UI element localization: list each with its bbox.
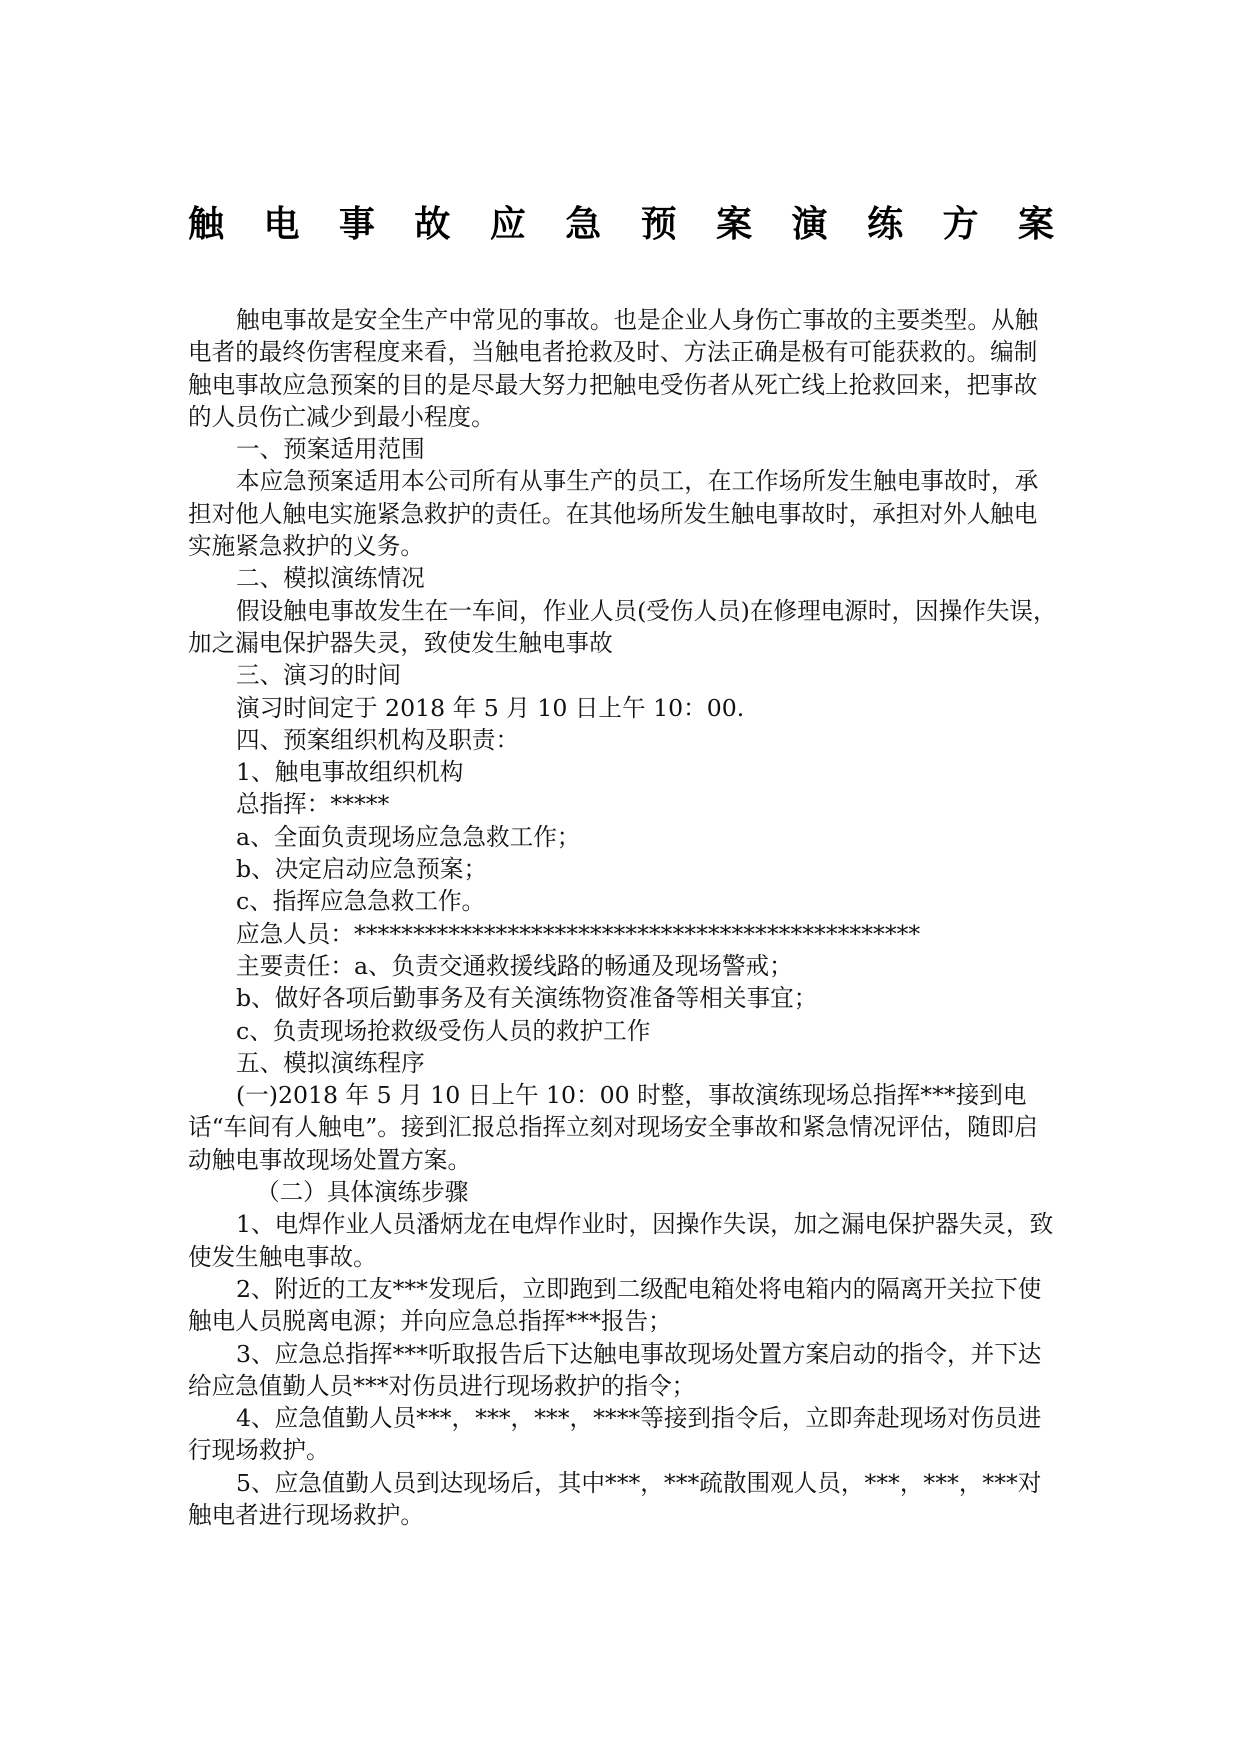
emergency-staff-line: 应急人员：************************************************ [236,919,921,948]
responsibility-line: c、负责现场抢救级受伤人员的救护工作 [236,1016,651,1045]
title-char: 预 [640,204,677,245]
drill-situation-paragraph: 假设触电事故发生在一车间，作业人员(受伤人员)在修理电源时，因操作失误，加之漏电保护器失灵，致使发生触电事故 [188,596,1057,657]
procedure-paragraph: (一)2018 年 5 月 10 日上午 10：00 时整，事故演练现场总指挥***接到电话“车间有人触电”。接到汇报总指挥立刻对现场安全事故和紧急情况评估，随即启动触电事故现场处置方案。 [188,1081,1038,1174]
duty-item: b、决定启动应急预案； [236,855,488,884]
responsibility-line: b、做好各项后勤事务及有关演练物资准备等相关事宜； [236,984,818,1013]
title-char: 练 [867,204,904,245]
title-char: 方 [942,204,979,245]
step-paragraph: 2、附近的工友***发现后，立即跑到二级配电箱处将电箱内的隔离开关拉下使触电人员脱离电源；并向应急总指挥***报告； [188,1274,1042,1336]
title-char: 急 [565,204,602,245]
title-char: 电 [263,204,300,245]
subheading-organization: 1、触电事故组织机构 [236,758,464,787]
title-char: 应 [489,204,526,245]
intro-paragraph: 触电事故是安全生产中常见的事故。也是企业人身伤亡事故的主要类型。从触电者的最终伤害程度来看，当触电者抢救及时、方法正确是极有可能获救的。编制触电事故应急预案的目的是尽最大努力把触电受伤者从死亡线上抢救回来，把事故的人员伤亡减少到最小程度。 [188,306,1039,431]
section-heading-organization: 四、预案组织机构及职责： [236,725,520,754]
title-char: 案 [716,204,753,245]
section-heading-scope: 一、预案适用范围 [236,435,425,464]
commander-line: 总指挥：***** [236,790,390,819]
step-paragraph: 4、应急值勤人员***，***，***，****等接到指令后，立即奔赴现场对伤员进行现场救护。 [188,1404,1042,1465]
subheading-steps: （二）具体演练步骤 [256,1178,469,1207]
title-char: 案 [1017,204,1054,245]
responsibility-line: 主要责任：a、负责交通救援线路的畅通及现场警戒； [236,951,793,980]
step-paragraph: 3、应急总指挥***听取报告后下达触电事故现场处置方案启动的指令，并下达给应急值勤人员***对伤员进行现场救护的指令； [188,1339,1042,1400]
section-heading-drill-situation: 二、模拟演练情况 [236,564,425,593]
scope-paragraph: 本应急预案适用本公司所有从事生产的员工，在工作场所发生触电事故时，承担对他人触电实施紧急救护的责任。在其他场所发生触电事故时，承担对外人触电实施紧急救护的义务。 [188,467,1039,561]
duty-item: a、全面负责现场应急急救工作； [236,822,581,851]
title-char: 故 [414,204,451,245]
step-paragraph: 1、电焊作业人员潘炳龙在电焊作业时，因操作失误，加之漏电保护器失灵，致使发生触电事故。 [188,1210,1054,1271]
step-paragraph: 5、应急值勤人员到达现场后，其中***，***疏散围观人员，***，***，***对触电者进行现场救护。 [188,1468,1042,1529]
drill-time-paragraph: 演习时间定于 2018 年 5 月 10 日上午 10：00. [236,693,745,722]
title-char: 触 [188,204,225,245]
section-heading-drill-time: 三、演习的时间 [236,661,402,690]
duty-item: c、指挥应急急救工作。 [236,887,486,916]
document-body [188,304,1060,1531]
document-title [188,200,1054,250]
title-char: 事 [338,204,375,245]
section-heading-procedure: 五、模拟演练程序 [236,1048,425,1077]
title-char: 演 [791,204,828,245]
